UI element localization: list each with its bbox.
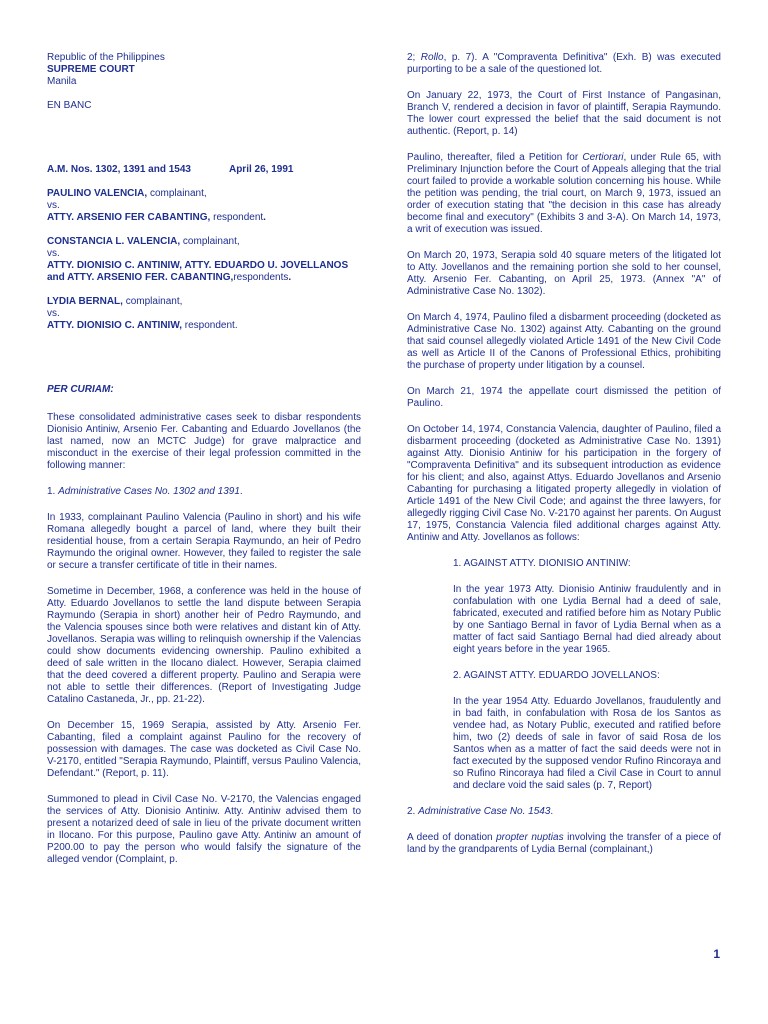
section-number: 2.: [407, 806, 419, 817]
text-run: Paulino, thereafter, filed a Petition for: [407, 152, 583, 163]
parties-block-1: [47, 188, 361, 224]
paragraph: Sometime in December, 1968, a conference was held in the house of Atty. Eduardo Jovellanos to settle the land dispute between Serapia Raymundo (Serapia in short) another heir of Pedro Raymundo, and the Valencia spouses since both were relatives and distant kin of Atty. Jovellanos. Serapia was willing to relinquish ownership if the Valencias could show documents evidencing ownership. Paulino exhibited a deed of sale written in the Ilocano dialect. However, Serapia claimed that the deed covered a different property. Paulino and Serapia were not able to settle their differences. (Report of Investigating Judge Catalino Castaneda, Jr., pp. 21-22).: [47, 586, 361, 705]
respondent-end: .: [263, 212, 266, 223]
court-header: [47, 52, 361, 112]
complainant-name: LYDIA BERNAL,: [47, 296, 123, 307]
paragraph: [407, 52, 721, 76]
section-number: 1.: [47, 486, 59, 497]
text-run: , under Rule 65, with Preliminary Injunction before the Court of Appeals alleging that the trial court failed to provide a workable solution concerning his house. While the petition was pending, the trial court, on March 9, 1973, issued an order of execution stating that "the decision in this case has already become final and executory" (Exhibits 3 and 3-A). On March 14, 1973, a writ of execution was issued.: [407, 152, 721, 235]
text-run: A deed of donation: [407, 832, 497, 843]
respondent-name: ATTY. DIONISIO C. ANTINIW, ATTY. EDUARDO U. JOVELLANOS and ATTY. ARSENIO FER. CABANTING,: [47, 260, 349, 283]
paragraph: On October 14, 1974, Constancia Valencia, daughter of Paulino, filed a disbarment proceeding (docketed as Administrative Case No. 1391) against Atty. Dionisio Antiniw for his participation in the forgery of "Compraventa Definitiva" and its subsequent introduction as evidence for his client; and also, against Attys. Eduardo Jovellanos and Arsenio Cabanting for purchasing a litigated property allegedly in violation of Article 1491 of the New Civil Code; and against the three lawyers, for allegedly rigging Civil Case No. V-2170 against her parents. On August 17, 1975, Constancia Valencia filed additional charges against Atty. Antiniw and Atty. Jovellanos as follows:: [407, 424, 721, 543]
complainant-role: complainant,: [180, 236, 240, 247]
complainant-name: PAULINO VALENCIA,: [47, 188, 148, 199]
text-run: Certiorari: [582, 152, 624, 163]
section-heading: [407, 806, 721, 818]
per-curiam-heading: PER CURIAM:: [47, 384, 114, 395]
section-heading: [47, 486, 361, 498]
division-label: EN BANC: [47, 100, 92, 111]
case-numbers: A.M. Nos. 1302, 1391 and 1543: [47, 164, 191, 175]
parties-block-3: [47, 296, 361, 332]
text-run: Rollo: [420, 52, 444, 63]
complainant-role: complainant,: [122, 296, 183, 307]
court-city: Manila: [47, 76, 77, 87]
section-end: .: [550, 806, 554, 817]
paragraph: On March 20, 1973, Serapia sold 40 square meters of the litigated lot to Atty. Jovellanos and the remaining portion she sold to her counsel, Atty. Arsenio Fer. Cabanting, on April 25, 1973. (Annex "A" of Administrative Case No. 1302).: [407, 250, 721, 297]
section-end: .: [239, 486, 243, 497]
paragraph: On December 15, 1969 Serapia, assisted by Atty. Arsenio Fer. Cabanting, filed a complaint against Paulino for the recovery of possession with damages. The case was docketed as Civil Case No. V-2170, entitled "Serapia Raymundo, Plaintiff, versus Paulino Valencia, Defendant." (Report, p. 11).: [47, 720, 361, 779]
parties-block-2: [47, 236, 361, 284]
case-number-line: [47, 164, 361, 176]
paragraph: On March 21, 1974 the appellate court dismissed the petition of Paulino.: [407, 386, 721, 409]
complainant-role: complainant,: [147, 188, 207, 199]
republic-line: Republic of the Philippines: [47, 52, 165, 63]
text-run: involving the transfer of a piece of land by the grandparents of Lydia Bernal (complainant,): [407, 832, 722, 855]
respondent-role: respondents: [233, 272, 289, 283]
paragraph: On March 4, 1974, Paulino filed a disbarment proceeding (docketed as Administrative Case No. 1302) against Atty. Cabanting on the ground that said counsel allegedly violated Article 1491 of the New Civil Code as well as Article II of the Canons of Professional Ethics, prohibiting the purchase of property under litigation by a counsel.: [407, 312, 721, 371]
versus-label: vs.: [47, 248, 60, 259]
paragraph: In 1933, complainant Paulino Valencia (Paulino in short) and his wife Romana allegedly bought a parcel of land, where they built their residential house, from a certain Serapia Raymundo, an heir of Pedro Raymundo the original owner. However, they failed to register the sale or secure a transfer certificate of title in their names.: [47, 512, 361, 571]
text-run: , p. 7). A "Compraventa Definitiva" (Exh. B) was executed purporting to be a sale of the questioned lot.: [407, 52, 721, 75]
section-title: Administrative Case No. 1543: [418, 806, 551, 817]
respondent-role: respondent.: [182, 320, 238, 331]
respondent-end: .: [288, 272, 292, 283]
paragraph: Summoned to plead in Civil Case No. V-2170, the Valencias engaged the services of Atty. Dionisio Antiniw. Atty. Antiniw advised them to present a notarized deed of sale in lieu of the private document written in Ilocano. For this purpose, Paulino gave Atty. Antiniw an amount of P200.00 to pay the person who would falsify the signature of the alleged vendor (Complaint, p.: [47, 794, 361, 865]
complainant-name: CONSTANCIA L. VALENCIA,: [47, 236, 181, 247]
right-column: [407, 52, 721, 856]
indented-paragraph: In the year 1954 Atty. Eduardo Jovellanos, fraudulently and in bad faith, in confabulation with Rosa de los Santos as vendee had, as Notary Public, executed and ratified before him, two (2) deeds of sale in favor of said Rosa de los Santos when as a matter of fact the said deeds were not in fact executed by the supposed vendor Rufino Rincoraya and so Rufino Rincoraya had filed a Civil Case in Court to annul and declare void the said sales (p. 7, Report): [453, 696, 721, 791]
respondent-name: ATTY. DIONISIO C. ANTINIW,: [47, 320, 182, 331]
respondent-role: respondent: [210, 212, 264, 223]
page-number: 1: [713, 947, 720, 961]
respondent-name: ATTY. ARSENIO FER CABANTING,: [47, 212, 211, 223]
left-column: [47, 52, 361, 866]
section-title: Administrative Cases No. 1302 and 1391: [58, 486, 240, 497]
paragraph: On January 22, 1973, the Court of First Instance of Pangasinan, Branch V, rendered a decision in favor of plaintiff, Serapia Raymundo. The lower court expressed the belief that the said document is not authentic. (Report, p. 14): [407, 90, 721, 137]
paragraph: [407, 832, 721, 856]
text-run: propter nuptias: [496, 832, 564, 843]
paragraph: These consolidated administrative cases seek to disbar respondents Dionisio Antiniw, Arsenio Fer. Cabanting and Eduardo Jovellanos (the last named, now an MCTC Judge) for grave malpractice and misconduct in the exercise of their legal profession committed in the following manner:: [47, 412, 361, 471]
versus-label: vs.: [47, 308, 60, 319]
case-date: April 26, 1991: [228, 164, 294, 175]
sub-heading: 2. AGAINST ATTY. EDUARDO JOVELLANOS:: [453, 670, 660, 681]
text-run: 2;: [407, 52, 421, 63]
versus-label: vs.: [47, 200, 60, 211]
court-name: SUPREME COURT: [47, 64, 135, 75]
paragraph: [407, 152, 721, 236]
indented-paragraph: In the year 1973 Atty. Dionisio Antiniw fraudulently and in confabulation with one Lydia Bernal had a deed of sale, fabricated, executed and ratified before him as Notary Public by one Santiago Bernal in favor of Lydia Bernal when as a matter of fact said Santiago Bernal had died already about eight years before in the year 1965.: [453, 584, 721, 655]
sub-heading: 1. AGAINST ATTY. DIONISIO ANTINIW:: [453, 558, 631, 569]
